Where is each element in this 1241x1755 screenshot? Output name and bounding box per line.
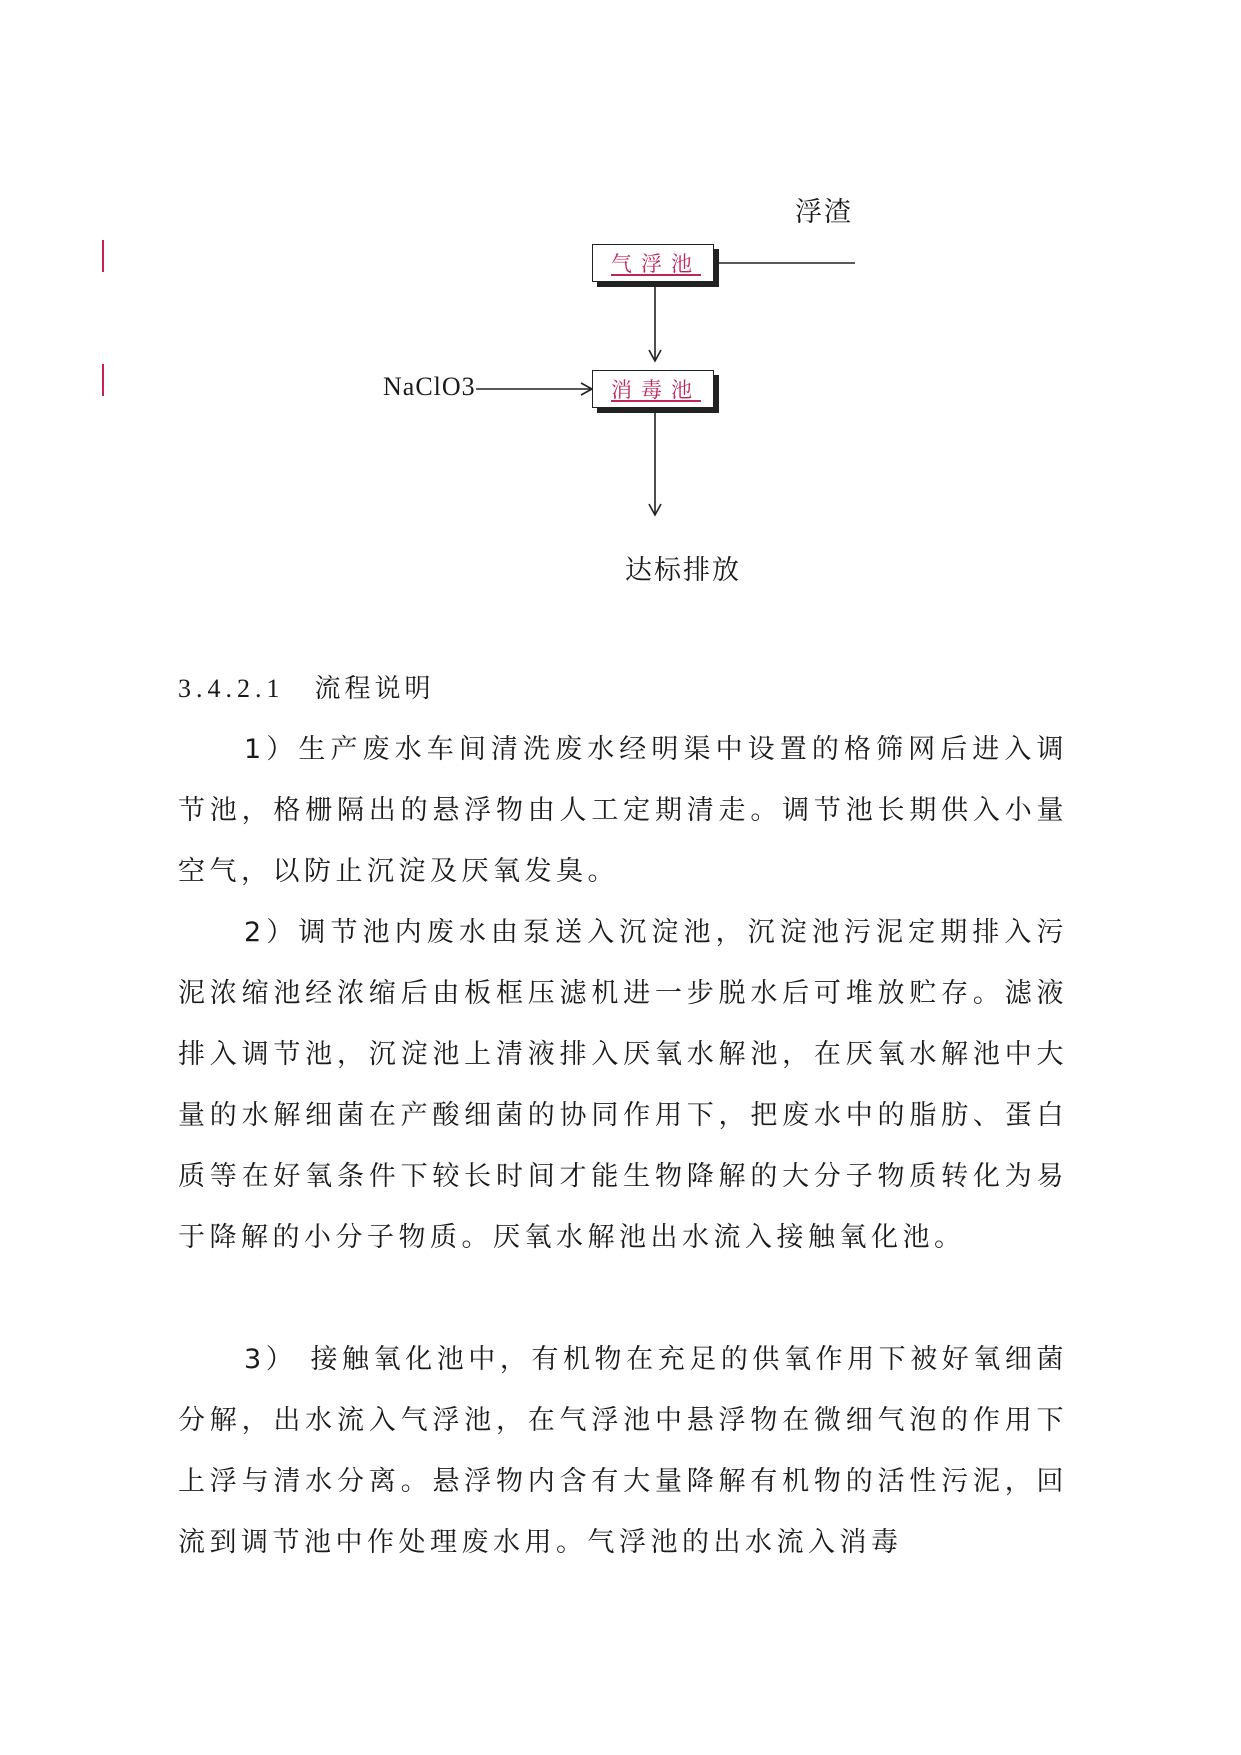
process-flow-diagram — [0, 0, 1241, 640]
section-heading — [178, 668, 435, 705]
section-number: 3.4.2.1 — [178, 674, 285, 703]
dosing-label: NaClO3 — [383, 372, 476, 401]
disinfection-tank-box — [592, 370, 714, 408]
flow-connectors — [0, 0, 1241, 640]
paragraph-step-3: 3） 接触氧化池中，有机物在充足的供氧作用下被好氧细菌分解，出水流入气浮池，在气浮池中悬浮物在微细气泡的作用下上浮与清水分离。悬浮物内含有大量降解有机物的活性污泥，回流到调节池中作处理废水用。气浮池的出水流入消毒 — [178, 1344, 1068, 1558]
disinfection-tank-label: 消毒池 — [611, 378, 701, 402]
discharge-label: 达标排放 — [625, 555, 741, 586]
flotation-tank-box — [592, 244, 714, 282]
flotation-tank-label: 气浮池 — [611, 252, 701, 276]
paragraph-step-2: 2）调节池内废水由泵送入沉淀池，沉淀池污泥定期排入污泥浓缩池经浓缩后由板框压滤机进一步脱水后可堆放贮存。滤液排入调节池，沉淀池上清液排入厌氧水解池，在厌氧水解池中大量的水解细菌在产酸细菌的协同作用下，把废水中的脂肪、蛋白质等在好氧条件下较长时间才能生物降解的大分子物质转化为易于降解的小分子物质。厌氧水解池出水流入接触氧化池。 — [178, 917, 1068, 1253]
scum-label: 浮渣 — [795, 197, 853, 228]
section-title: 流程说明 — [314, 674, 435, 704]
paragraph-step-1: 1）生产废水车间清洗废水经明渠中设置的格筛网后进入调节池，格栅隔出的悬浮物由人工定期清走。调节池长期供入小量空气，以防止沉淀及厌氧发臭。 — [178, 734, 1068, 887]
